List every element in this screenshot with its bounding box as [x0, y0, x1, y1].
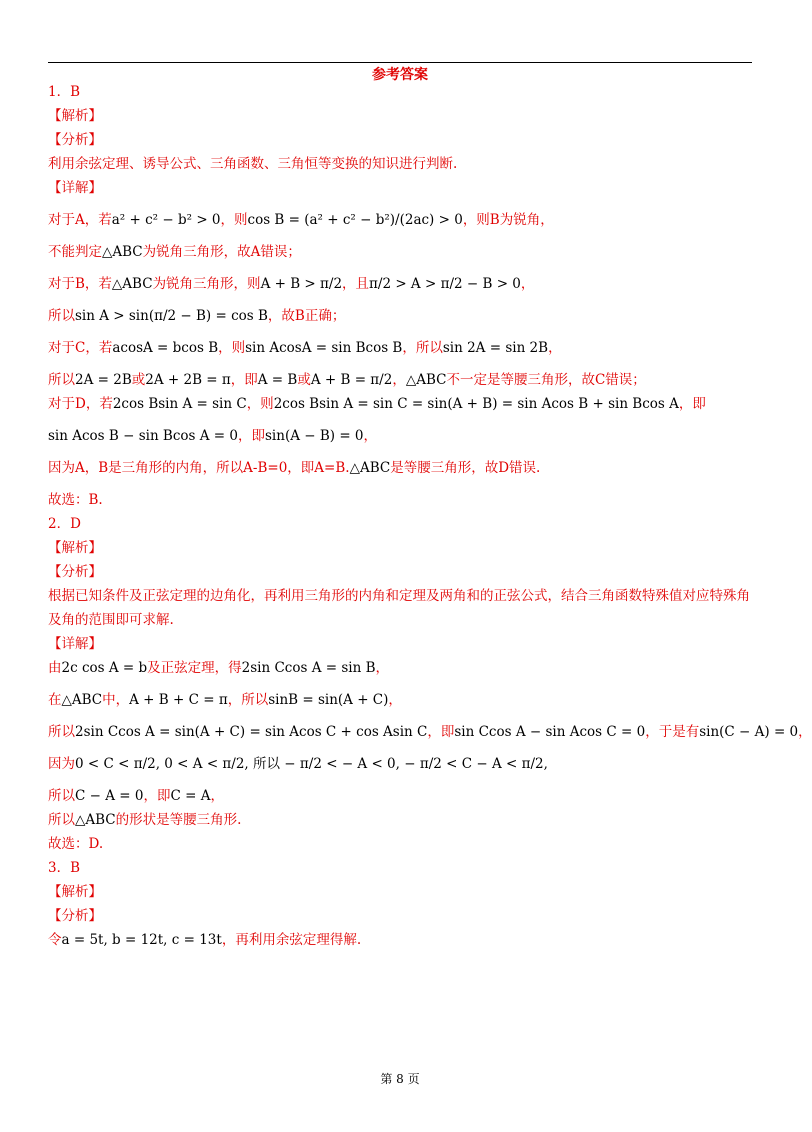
- q2-line-b: 在△ABC中，A + B + C = π，所以sinB = sin(A + C)，: [48, 692, 402, 708]
- q1-line-b: 不能判定△ABC为锐角三角形，故A错误；: [48, 244, 301, 260]
- q1-xiangjie-label: 【详解】: [48, 180, 102, 196]
- q1-formula: A + B > π/2: [260, 276, 343, 292]
- q2-line-c: 所以2sin Ccos A = sin(A + C) = sin Acos C + cos Asin C，即sin Ccos A − sin Acos C = 0，于是有sin(C − A) = 0，: [48, 724, 812, 740]
- q2-line-e: 所以C − A = 0，即C = A，: [48, 788, 224, 804]
- header-rule: [48, 62, 752, 63]
- answer-content: [48, 80, 812, 952]
- q3-fenxi-label: 【分析】: [48, 908, 102, 924]
- q2-jiexi-label: 【解析】: [48, 540, 102, 556]
- q1-jiexi-label: 【解析】: [48, 108, 102, 124]
- q2-xiangjie-label: 【详解】: [48, 636, 102, 652]
- q1-formula: sin A > sin(π/2 − B) = cos B: [75, 308, 268, 324]
- q1-fenxi-label: 【分析】: [48, 132, 102, 148]
- page-number: 第 8 页: [380, 1072, 420, 1086]
- q1-line-h: sin Acos B − sin Bcos A = 0，即sin(A − B) = 0，: [48, 428, 378, 444]
- q1-line-c: 对于B，若△ABC为锐角三角形，则A + B > π/2，且π/2 > A > π/2 − B > 0，: [48, 276, 535, 292]
- page-title: 参考答案: [372, 67, 428, 83]
- q3-number: 3．B: [48, 860, 81, 876]
- q1-line-e: 对于C，若acosA = bcos B，则sin AcosA = sin Bcos B，所以sin 2A = sin 2B，: [48, 340, 562, 356]
- q2-number: 2．D: [48, 516, 81, 532]
- q1-line-a: 对于A，若a² + c² − b² > 0，则cos B = (a² + c² − b²)/(2ac) > 0，则B为锐角，: [48, 212, 554, 228]
- q2-fenxi-label: 【分析】: [48, 564, 102, 580]
- q1-choice: 故选：B.: [48, 492, 103, 508]
- q2-analysis: 根据已知条件及正弦定理的边角化，再利用三角形的内角和定理及两角和的正弦公式，结合三角函数特殊值对应特殊角及角的范围即可求解.: [48, 588, 750, 628]
- q2-line-f: 所以△ABC的形状是等腰三角形.: [48, 812, 242, 828]
- q1-formula: π/2 > A > π/2 − B > 0: [369, 276, 521, 292]
- q2-line-d: 因为0 < C < π/2, 0 < A < π/2, 所以 − π/2 < − A < 0, − π/2 < C − A < π/2,: [48, 756, 548, 772]
- q1-formula: cos B = (a² + c² − b²)/(2ac) > 0: [247, 212, 463, 228]
- q2-line-a: 由2c cos A = b及正弦定理，得2sin Ccos A = sin B，: [48, 660, 389, 676]
- q3-line-a: 令a = 5t, b = 12t, c = 13t，再利用余弦定理得解.: [48, 932, 362, 948]
- q1-line-f: 所以2A = 2B或2A + 2B = π，即A = B或A + B = π/2，△ABC不一定是等腰三角形，故C错误；: [48, 372, 646, 388]
- q1-analysis: 利用余弦定理、诱导公式、三角函数、三角恒等变换的知识进行判断.: [48, 156, 458, 172]
- q2-choice: 故选：D.: [48, 836, 104, 852]
- q1-formula: a² + c² − b² > 0: [111, 212, 221, 228]
- q1-line-g: 对于D，若2cos Bsin A = sin C，则2cos Bsin A = sin C = sin(A + B) = sin Acos B + sin Bcos A，即: [48, 396, 706, 412]
- q1-line-i: 因为A，B是三角形的内角，所以A-B=0，即A=B.△ABC是等腰三角形，故D错误.: [48, 460, 541, 476]
- q1-number: 1．B: [48, 84, 81, 100]
- q3-jiexi-label: 【解析】: [48, 884, 102, 900]
- q1-line-d: 所以sin A > sin(π/2 − B) = cos B，故B正确；: [48, 308, 346, 324]
